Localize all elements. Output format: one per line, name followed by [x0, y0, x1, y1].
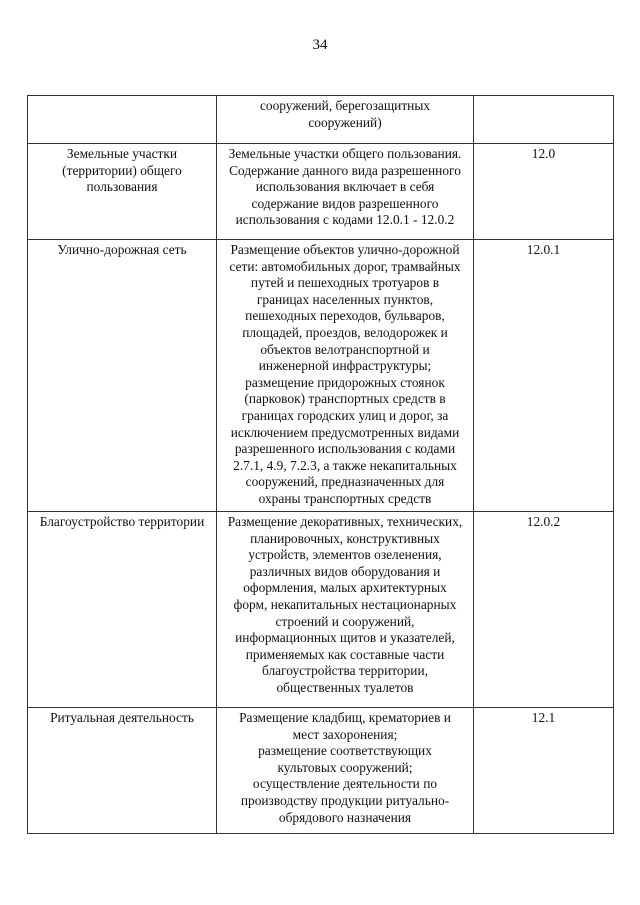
description-line: планировочных, конструктивных: [250, 530, 440, 546]
description-line: сооружений): [308, 114, 382, 130]
description-line: культовых сооружений;: [277, 759, 413, 775]
description-line: сооружений, предназначенных для: [245, 474, 445, 490]
table-row: [28, 512, 614, 708]
description-line: Земельные участки общего пользования.: [228, 146, 462, 161]
table-row: [28, 240, 614, 512]
description-line: сооружений, берегозащитных: [259, 98, 431, 113]
name-line: Благоустройство территории: [39, 514, 205, 529]
description-line: площадей, проездов, велодорожек и: [242, 324, 448, 340]
description-line: мест захоронения;: [292, 726, 398, 742]
land-use-description-cell: [217, 96, 474, 144]
land-use-description-cell: [217, 512, 474, 708]
description-line: благоустройства территории,: [262, 663, 428, 679]
name-line: Ритуальная деятельность: [50, 710, 194, 725]
description-line: строений и сооружений,: [275, 613, 415, 629]
name-line: Улично-дорожная сеть: [57, 242, 187, 257]
description-line: границах городских улиц и дорог, за: [241, 407, 449, 423]
land-use-description-cell: [217, 144, 474, 240]
table-row: [28, 708, 614, 834]
description-line: размещение придорожных стоянок: [245, 374, 445, 390]
description-line: исключением предусмотренных видами: [230, 424, 460, 440]
land-use-name-cell: [28, 512, 217, 708]
description-line: оформления, малых архитектурных: [243, 580, 447, 596]
description-line: разрешенного использования с кодами: [234, 441, 456, 457]
description-line: Содержание данного вида разрешенного: [229, 162, 461, 178]
description-line: содержание видов разрешенного: [251, 195, 439, 211]
description-line: информационных щитов и указателей,: [235, 630, 455, 646]
description-line: обрядового назначения: [278, 809, 412, 825]
name-line: Земельные участки: [66, 146, 178, 161]
description-line: использования включает в себя: [255, 179, 435, 195]
land-use-code-cell: 12.0.1: [474, 240, 614, 512]
land-use-name-cell: [28, 96, 217, 144]
table-row: [28, 144, 614, 240]
description-line: (парковок) транспортных средств в: [244, 391, 446, 407]
description-line: форм, некапитальных нестационарных: [233, 596, 457, 612]
land-use-description-cell: [217, 240, 474, 512]
land-use-name-cell: [28, 708, 217, 834]
description-line: общественных туалетов: [276, 679, 414, 695]
description-line: сети: автомобильных дорог, трамвайных: [229, 258, 461, 274]
name-line: пользования: [86, 179, 158, 195]
description-line: путей и пешеходных тротуаров в: [250, 275, 440, 291]
description-line: охраны транспортных средств: [258, 490, 432, 506]
name-line: (территории) общего: [62, 162, 182, 178]
description-line: 2.7.1, 4.9, 7.2.3, а также некапитальных: [233, 457, 457, 473]
description-line: инженерной инфраструктуры;: [258, 358, 432, 374]
description-line: различных видов оборудования и: [249, 563, 441, 579]
table-row: [28, 96, 614, 144]
description-line: применяемых как составные части: [245, 646, 445, 662]
land-use-code-cell: [474, 96, 614, 144]
description-line: устройств, элементов озеленения,: [248, 547, 442, 563]
land-use-description-cell: [217, 708, 474, 834]
land-use-name-cell: [28, 240, 217, 512]
description-line: использования с кодами 12.0.1 - 12.0.2: [235, 212, 455, 228]
land-use-code-cell: 12.0.2: [474, 512, 614, 708]
description-line: объектов велотранспортной и: [260, 341, 430, 357]
land-use-table: [27, 95, 614, 834]
description-line: Размещение объектов улично-дорожной: [230, 242, 460, 257]
description-line: производству продукции ритуально-: [240, 792, 450, 808]
page-number: 34: [312, 37, 328, 53]
description-line: пешеходных переходов, бульваров,: [245, 308, 445, 324]
land-use-code-cell: 12.0: [474, 144, 614, 240]
description-line: осуществление деятельности по: [252, 776, 438, 792]
land-use-name-cell: [28, 144, 217, 240]
description-line: границах населенных пунктов,: [256, 291, 434, 307]
land-use-code-cell: 12.1: [474, 708, 614, 834]
description-line: Размещение декоративных, технических,: [227, 514, 463, 529]
description-line: размещение соответствующих: [258, 743, 432, 759]
description-line: Размещение кладбищ, крематориев и: [239, 710, 451, 725]
